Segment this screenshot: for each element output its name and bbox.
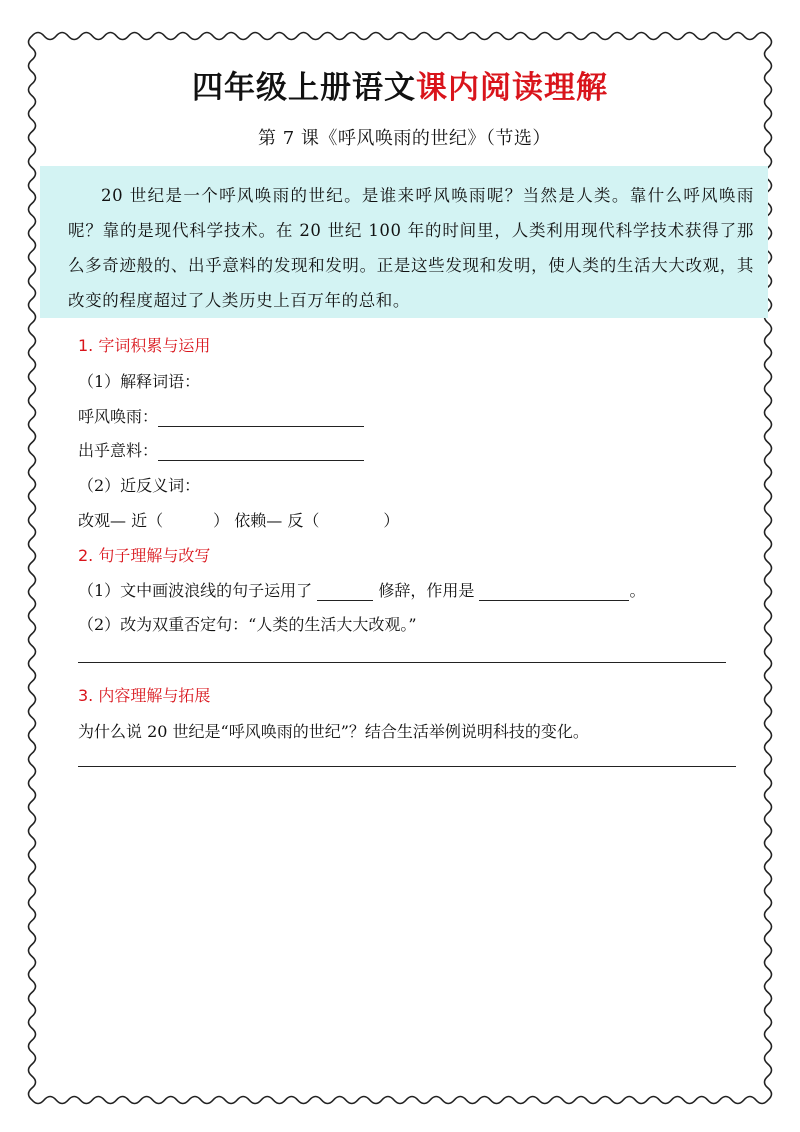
synonym-antonym-row [78, 508, 399, 531]
word2-row [78, 438, 364, 461]
word1-label: 呼风唤雨： [78, 407, 159, 426]
section2-q1-text-a: （1）文中画波浪线的句子运用了 [78, 581, 313, 600]
section2-q2: （2）改为双重否定句：“人类的生活大大改观。” [78, 615, 417, 634]
synonym-close-paren: ） [213, 511, 230, 530]
antonym-label: — 反（ [266, 511, 320, 530]
section1-q2: （2）近反义词： [78, 476, 201, 495]
word1-answer-blank[interactable] [158, 410, 364, 427]
section2-q1-end: 。 [629, 581, 646, 600]
section3-answer-line[interactable] [78, 766, 736, 767]
word2-answer-blank[interactable] [158, 444, 364, 461]
section3-heading: 3. 内容理解与拓展 [78, 686, 211, 705]
worksheet-title [0, 62, 800, 107]
section1-q1: （1）解释词语： [78, 372, 201, 391]
antonym-word: 依赖 [234, 511, 267, 530]
word1-row [78, 404, 364, 427]
title-topic-part: 课内阅读理解 [416, 70, 608, 106]
section2-q2-answer-line[interactable] [78, 662, 726, 663]
section1-heading: 1. 字词积累与运用 [78, 336, 211, 355]
reading-passage [40, 166, 768, 318]
section2-heading: 2. 句子理解与改写 [78, 546, 211, 565]
word2-label: 出乎意料： [78, 441, 159, 460]
lesson-subtitle: 第 7 课《呼风唤雨的世纪》（节选） [258, 128, 551, 149]
passage-text: 20 世纪是一个呼风唤雨的世纪。是谁来呼风唤雨呢？当然是人类。靠什么呼风唤雨呢？靠的是现代科学技术。在 20 世纪 100 年的时间里，人类利用现代科学技术获得了那么多奇迹般的、出乎意料的发现和发明。正是这些发现和发明，使人类的生活大大改观，其改变的程度超过了人类历史上百万年的总和。 [68, 186, 754, 310]
section3-question: 为什么说 20 世纪是“呼风唤雨的世纪”？结合生活举例说明科技的变化。 [78, 722, 589, 741]
synonym-word: 改观 [78, 511, 111, 530]
section2-q1 [78, 578, 646, 601]
effect-answer-blank[interactable] [479, 584, 629, 601]
synonym-label: — 近（ [110, 511, 164, 530]
antonym-close-paren: ） [383, 511, 400, 530]
rhetoric-answer-blank[interactable] [317, 584, 373, 601]
section2-q1-text-b: 修辞，作用是 [378, 581, 475, 600]
title-grade-part: 四年级上册语文 [192, 70, 416, 106]
